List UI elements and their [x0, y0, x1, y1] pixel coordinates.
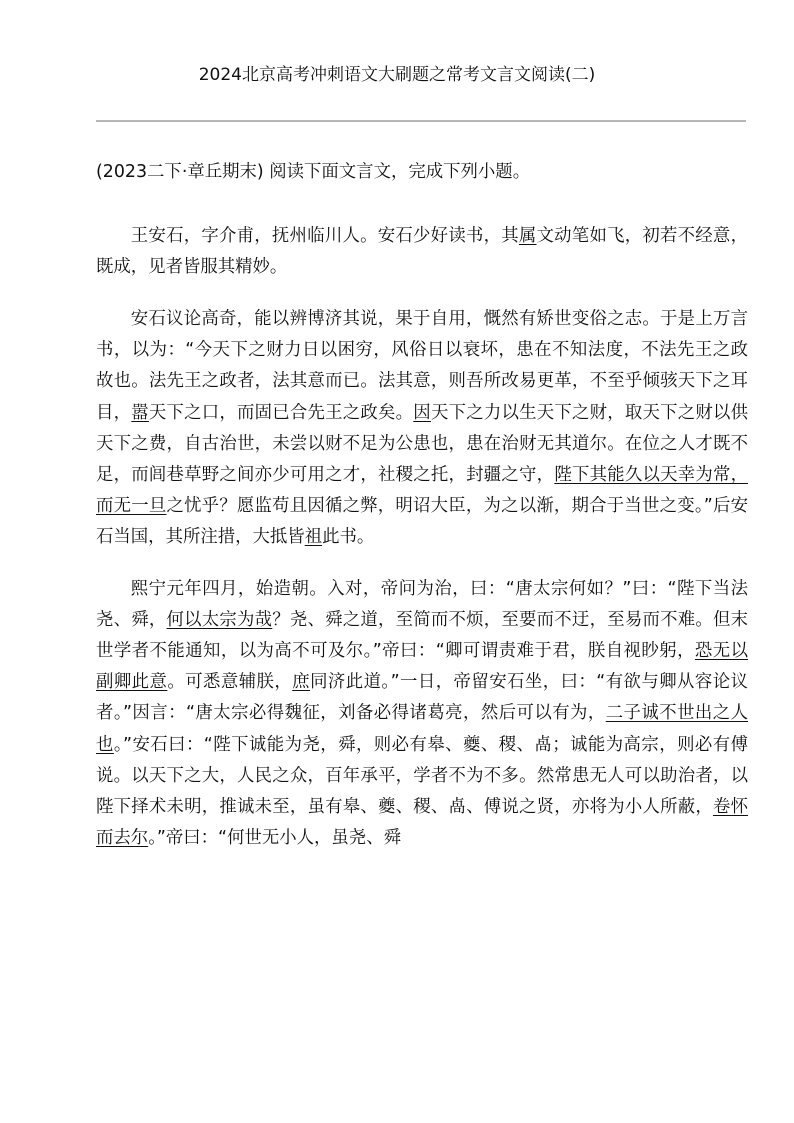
text-segment: 此书。 [322, 526, 375, 547]
text-segment: 天下之口，而固已合先王之政矣。 [148, 402, 414, 423]
text-segment: 安石议论高奇，能以辨博济其说，果于自用，慨然有矫世变俗之志。于是上万言书，以为：“今天下之财力日以困穷，风俗日以衰坏，患在不知法度，不法先王之政故也。法先王之政者，法其意而已。法其意，则吾所改易更革，不至乎倾骇天下之耳目， [96, 309, 748, 423]
underlined-text: 二子诚不世出之人也 [96, 703, 748, 755]
underlined-text: 因 [413, 402, 431, 423]
text-segment: 之忧乎？愿监苟且因循之弊，明诏大臣，为之以渐，期合于当世之变。”后安石当国，其所注措，大抵皆 [96, 495, 748, 547]
text-segment: 熙宁元年四月，始造朝。入对，帝问为治，曰：“唐太宗何如？”曰：“陛下当法尧、舜， [96, 579, 748, 631]
text-segment: 文动笔如飞，初若不经意，既成，见者皆服其精妙。 [96, 226, 748, 278]
text-segment: 。”帝曰：“何世无小人，虽尧、舜 [148, 827, 401, 848]
text-segment: 。”安石曰：“陛下诚能为尧，舜，则必有皋、夔、稷、卨；诚能为高宗，则必有傅说。以天下之大，人民之众，百年承平，学者不为不多。然常患无人可以助治者，以陛下择术未明，推诚未至，虽有皋、夔、稷、卨、傅说之贤，亦将为小人所蔽， [96, 734, 748, 817]
paragraph-2 [96, 304, 748, 553]
text-segment: 同济此道。”一日，帝留安石坐，曰：“有欲与卿从容论议者。”因言：“唐太宗必得魏征，刘备必得诸葛亮，然后可以有为， [96, 672, 748, 724]
header-divider [96, 120, 746, 122]
underlined-text: 何以太宗为哉 [166, 610, 273, 631]
text-segment: 。可悉意辅朕， [167, 672, 293, 693]
underlined-text: 庶 [292, 672, 311, 693]
text-segment: ？尧、舜之道，至简而不烦，至要而不迂，至易而不难。但末世学者不能通知，以为高不可及尔。”帝曰：“卿可谓责难于君，朕自视眇躬， [96, 610, 748, 662]
text-segment: 王安石，字介甫，抚州临川人。安石少好读书，其 [130, 226, 519, 247]
paragraph-1 [96, 221, 748, 283]
paragraph-3 [96, 574, 748, 854]
document-title: 2024北京高考冲刺语文大刷题之常考文言文阅读(二) [198, 65, 596, 85]
document-body [96, 157, 748, 875]
underlined-text: 恐无以副卿此意 [96, 641, 748, 693]
underlined-text: 陛下其能久以天幸为常，而无一旦 [96, 464, 748, 516]
underlined-text: 卷怀而去尔 [96, 796, 748, 848]
underlined-text: 祖 [304, 526, 323, 547]
question-intro: (2023二下·章丘期末) 阅读下面文言文，完成下列小题。 [96, 162, 531, 182]
underlined-text: 属 [518, 226, 537, 247]
text-segment: 天下之力以生天下之财，取天下之财以供天下之费，自古治世，未尝以财不足为公患也，患在治财无其道尔。在位之人才既不足，而闾巷草野之间亦少可用之才，社稷之托，封疆之守， [96, 402, 748, 485]
underlined-text: 嚣 [131, 402, 149, 423]
